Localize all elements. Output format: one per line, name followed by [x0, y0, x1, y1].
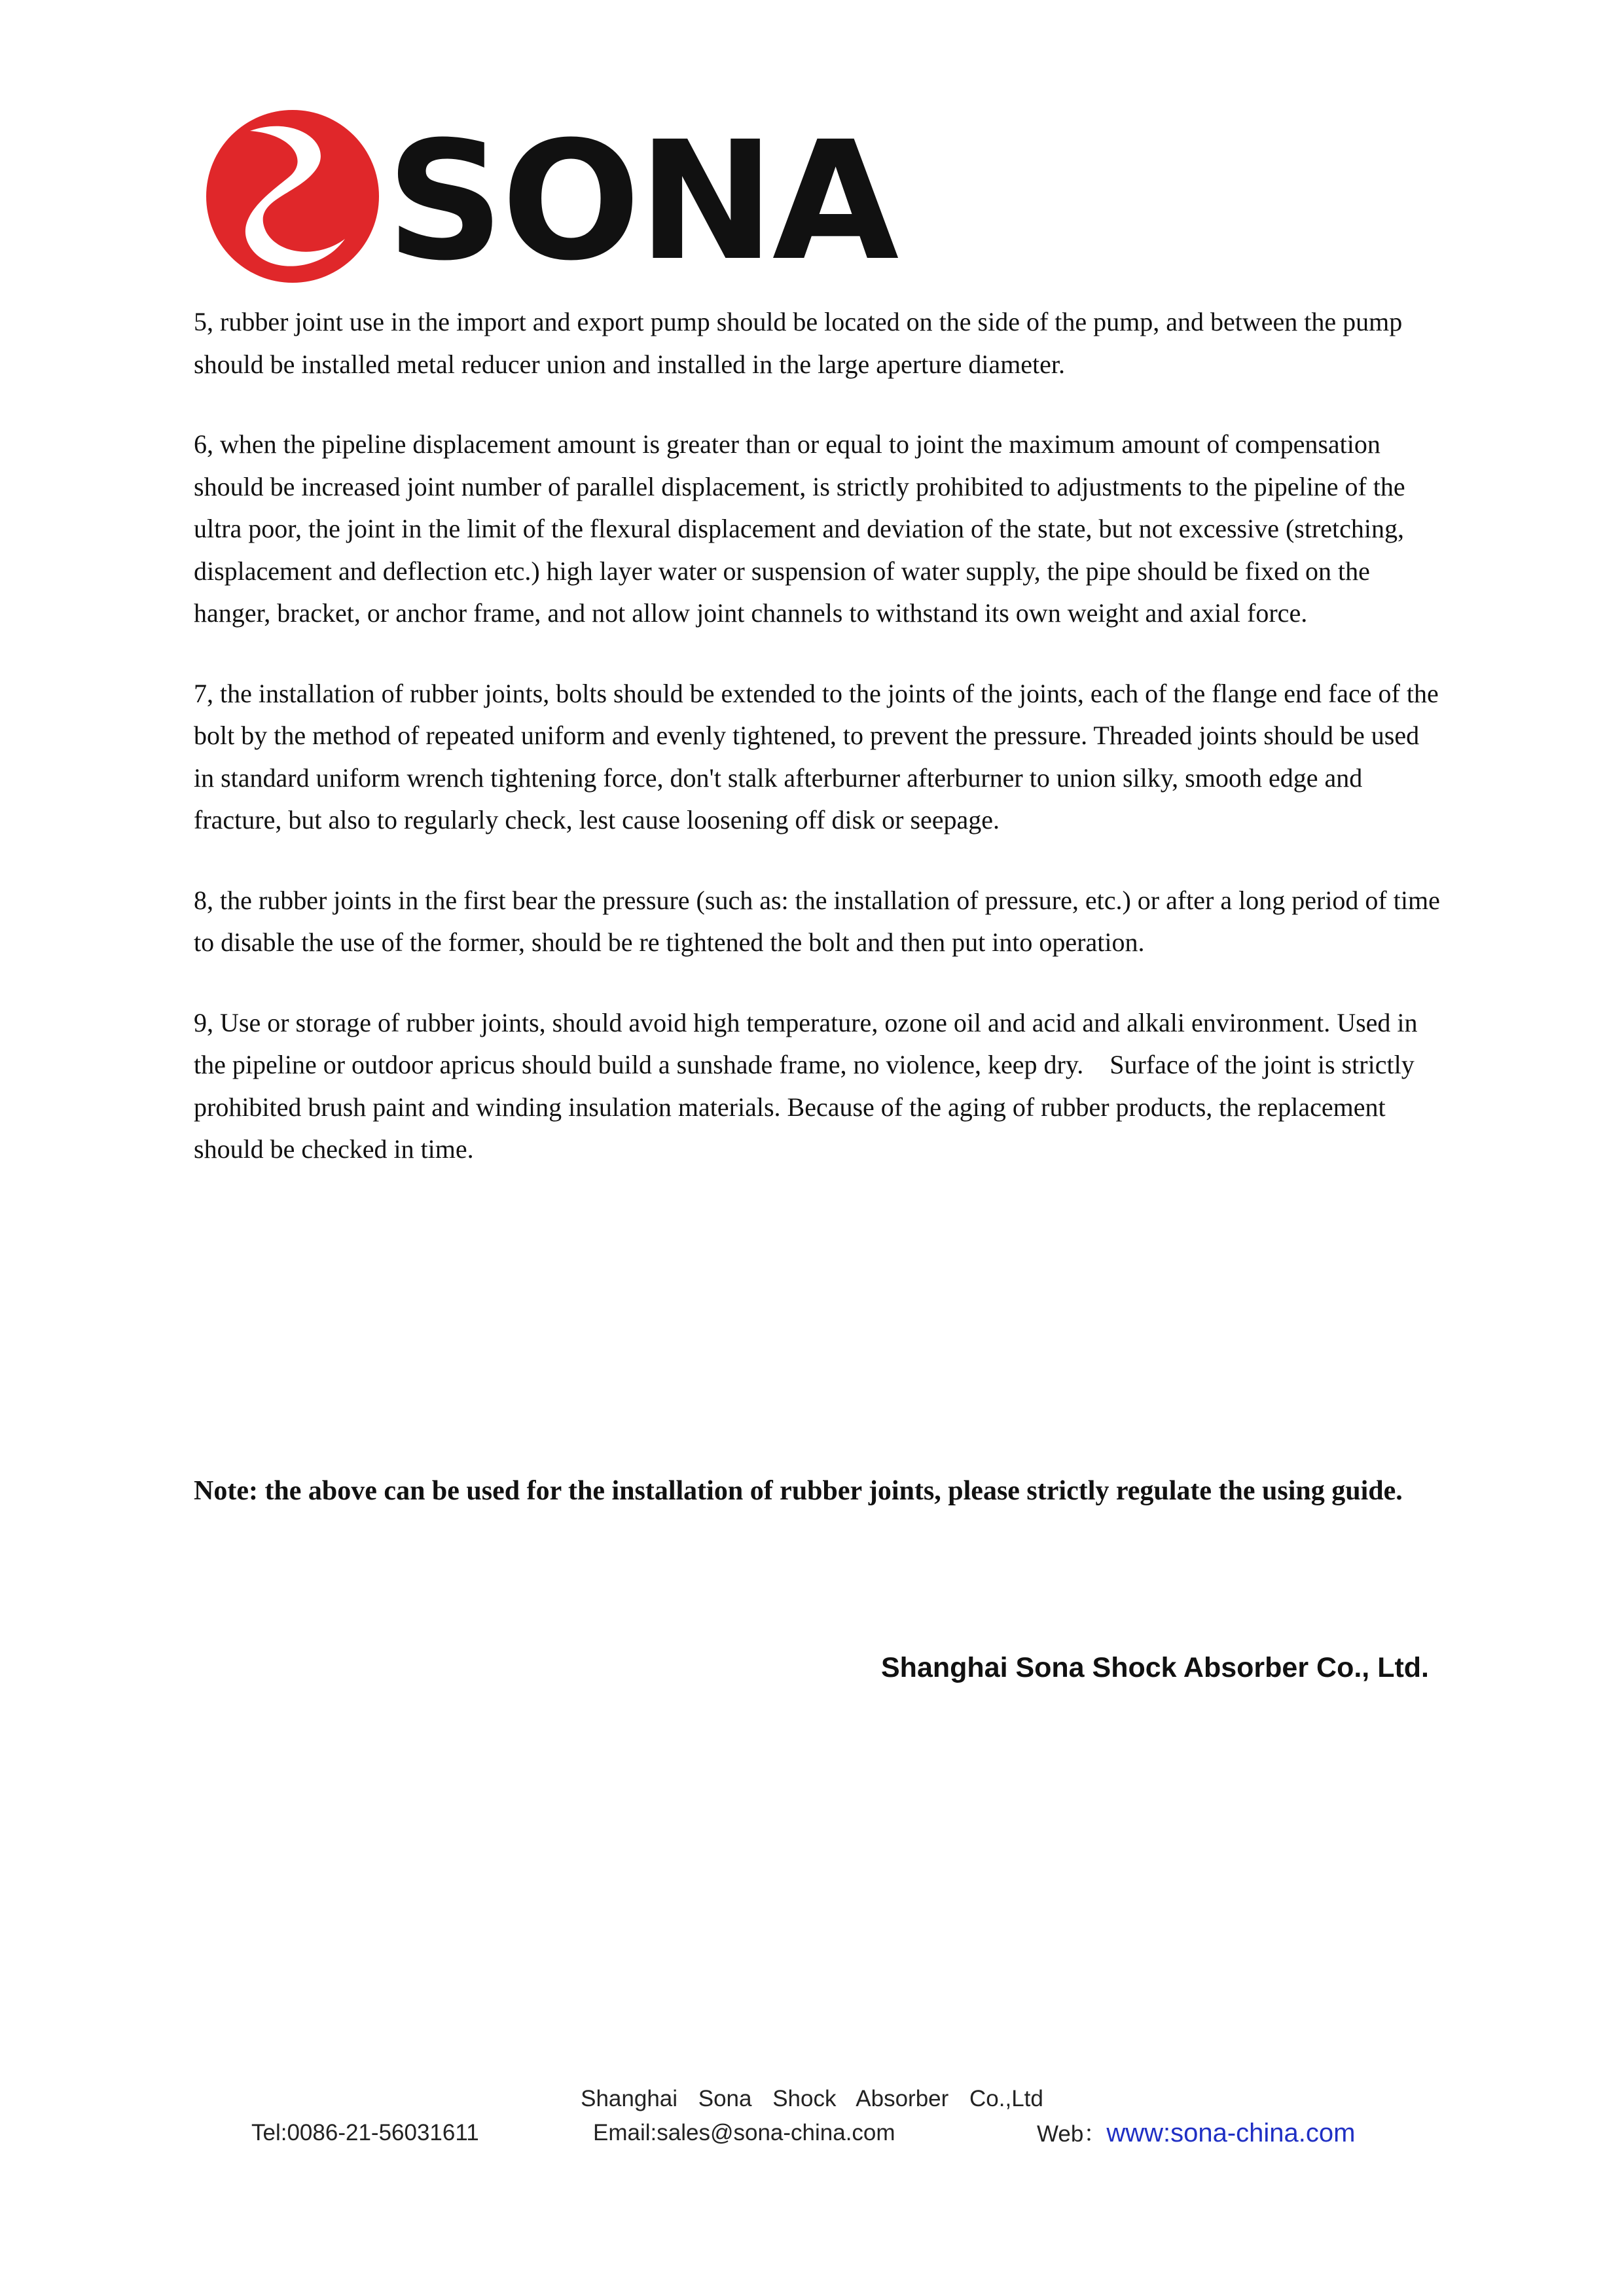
paragraph-8: 8, the rubber joints in the first bear the pressure (such as: the installation of pressure, etc.) or after a long period of time to disable the use of the former, should be re tightened the bolt and then put into operation. — [194, 885, 1440, 957]
document-body — [194, 301, 1445, 1209]
paragraph-6: 6, when the pipeline displacement amount is greater than or equal to joint the maximum amount of compensation should be increased joint number of parallel displacement, is strictly prohibited to adjustments to the pipeline of the ultra poor, the joint in the limit of the flexural displacement and deviation of the state, but not excessive (stretching, displacement and deflection etc.) high layer water or suspension of water supply, the pipe should be fixed on the hanger, bracket, or anchor frame, and not allow joint channels to withstand its own weight and axial force. — [194, 429, 1405, 628]
footer-company: Shanghai Sona Shock Absorber Co.,Ltd — [581, 2086, 1043, 2111]
sona-logo-mark-icon — [204, 108, 381, 285]
paragraph-5: 5, rubber joint use in the import and export pump should be located on the side of the pump, and between the pump should be installed metal reducer union and installed in the large aperture diameter. — [194, 307, 1403, 379]
footer-email[interactable]: Email:sales@sona-china.com — [593, 2120, 895, 2145]
footer-web-label: Web： — [1037, 2121, 1107, 2147]
note: Note: the above can be used for the installation of rubber joints, please strictly regulate the using guide. — [194, 1476, 1403, 1506]
footer-web — [1037, 2117, 1355, 2151]
sona-logo — [204, 106, 897, 296]
company-signature: Shanghai Sona Shock Absorber Co., Ltd. — [881, 1652, 1429, 1683]
paragraph-7: 7, the installation of rubber joints, bolts should be extended to the joints of the joints, each of the flange end face of the bolt by the method of repeated uniform and evenly tightened, to prevent the pressure. Threaded joints should be used in standard uniform wrench tightening force, don't stalk afterburner afterburner to union silky, smooth edge and fracture, but also to regularly check, lest cause loosening off disk or seepage. — [194, 678, 1439, 834]
footer-web-link[interactable]: www:sona-china.com — [1106, 2119, 1356, 2147]
paragraph-9: 9, Use or storage of rubber joints, should avoid high temperature, ozone oil and acid and alkali environment. Used in the pipeline or outdoor apricus should build a sunshade frame, no violence, keep dry. Surface of the joint is strictly prohibited brush paint and winding insulation materials. Because of the aging of rubber products, the replacement should be checked in time. — [194, 1007, 1424, 1164]
footer-contact — [0, 2117, 1624, 2149]
footer-tel: Tel:0086-21-56031611 — [251, 2120, 479, 2145]
sona-logo-wordmark: SONA — [386, 106, 897, 296]
